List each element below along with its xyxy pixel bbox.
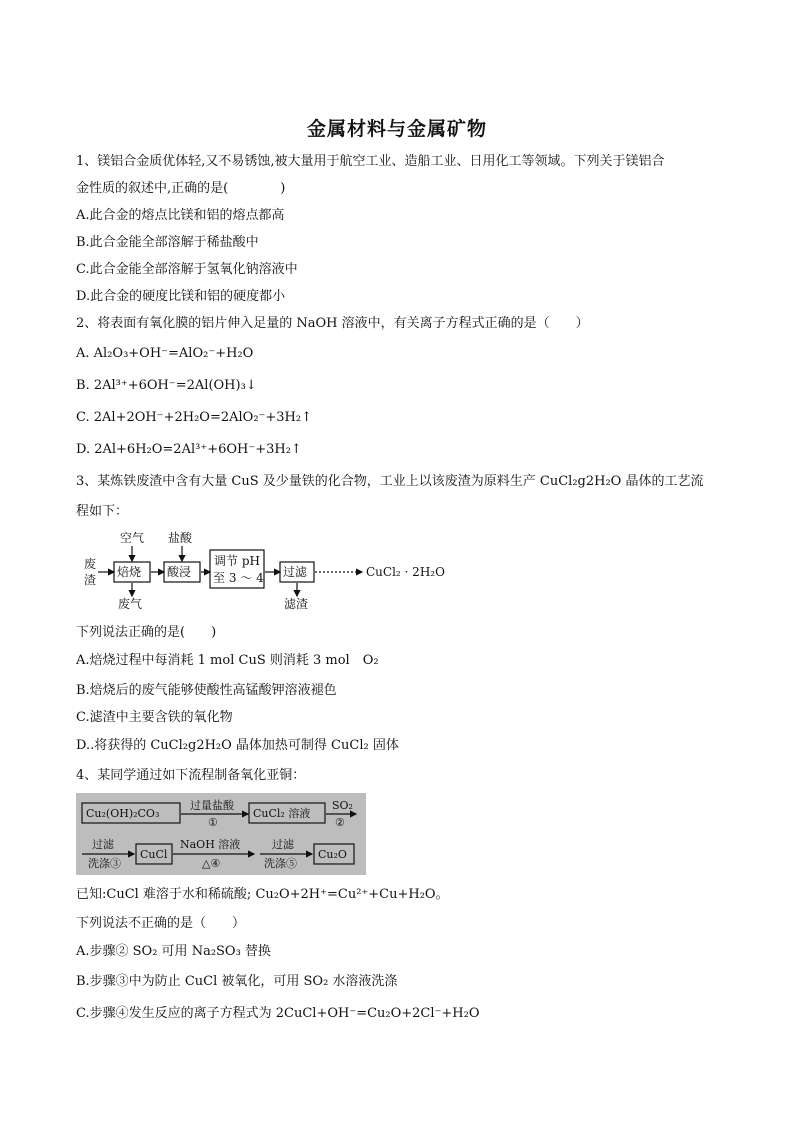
arrow1-bottom: ① <box>208 816 218 829</box>
ph-label-2: 至 3 ～ 4 <box>213 571 264 585</box>
document-title: 金属材料与金属矿物 <box>306 118 487 140</box>
q2-option-b: B. 2Al³⁺+6OH⁻=2Al(OH)₃↓ <box>76 378 257 393</box>
arrow5-top: 过滤 <box>272 838 294 851</box>
flow-input-label-1: 废 <box>84 557 97 571</box>
leach-label: 酸浸 <box>167 565 192 579</box>
arrow2-top: SO₂ <box>332 799 353 812</box>
q2-option-c: C. 2Al+2OH⁻+2H₂O=2AlO₂⁻+3H₂↑ <box>76 410 312 425</box>
cucl-label: CuCl <box>140 848 168 861</box>
q4-option-b: B.步骤③中为防止 CuCl 被氧化，可用 SO₂ 水溶液洗涤 <box>76 974 398 989</box>
arrow2-bottom: ② <box>335 816 345 829</box>
q4-stem: 4、某同学通过如下流程制备氧化亚铜： <box>76 768 306 783</box>
q4-known: 已知:CuCl 难溶于水和稀硫酸; Cu₂O+2H⁺=Cu²⁺+Cu+H₂O。 <box>76 887 449 902</box>
start-label: Cu₂(OH)₂CO₃ <box>86 807 160 820</box>
residue-label: 滤渣 <box>284 597 309 611</box>
q4-option-a: A.步骤② SO₂ 可用 Na₂SO₃ 替换 <box>76 944 271 959</box>
arrow5-bottom: 洗涤⑤ <box>264 857 297 870</box>
q2-option-a: A. Al₂O₃+OH⁻=AlO₂⁻+H₂O <box>76 346 254 361</box>
cu2o-label: Cu₂O <box>318 848 347 861</box>
arrow4-bottom: △④ <box>202 857 221 870</box>
arrow1-top: 过量盐酸 <box>190 799 234 812</box>
waste-gas-label: 废气 <box>118 597 143 611</box>
q3-process-flow-diagram <box>80 528 460 614</box>
air-label: 空气 <box>120 531 145 545</box>
flow-input-label-2: 渣 <box>84 573 97 587</box>
q3-prompt: 下列说法正确的是( ) <box>76 625 217 640</box>
ph-label-1: 调节 pH <box>214 554 260 568</box>
q4-option-c: C.步骤④发生反应的离子方程式为 2CuCl+OH⁻=Cu₂O+2Cl⁻+H₂O <box>76 1006 480 1021</box>
q1-stem-line1: 1、镁铝合金质优体轻,又不易锈蚀,被大量用于航空工业、造船工业、日用化工等领域。下列关于镁铝合 <box>76 154 665 169</box>
roast-label: 焙烧 <box>117 565 142 579</box>
q1-option-a: A.此合金的熔点比镁和铝的熔点都高 <box>76 208 285 223</box>
q2-option-d: D. 2Al+6H₂O=2Al³⁺+6OH⁻+3H₂↑ <box>76 442 302 457</box>
product-label: CuCl₂ · 2H₂O <box>366 565 445 579</box>
arrow3-top: 过滤 <box>92 838 114 851</box>
q3-option-d: D..将获得的 CuCl₂g2H₂O 晶体加热可制得 CuCl₂ 固体 <box>76 738 399 753</box>
q1-option-c: C.此合金能全部溶解于氢氧化钠溶液中 <box>76 262 298 277</box>
q4-prompt: 下列说法不正确的是（ ） <box>76 916 246 931</box>
hcl-label: 盐酸 <box>168 531 193 545</box>
q3-option-c: C.滤渣中主要含铁的氧化物 <box>76 710 233 725</box>
q3-stem-line1: 3、某炼铁废渣中含有大量 CuS 及少量铁的化合物，工业上以该废渣为原料生产 CuCl₂g2H₂O 晶体的工艺流 <box>76 474 704 489</box>
q1-option-d: D.此合金的硬度比镁和铝的硬度都小 <box>76 289 286 304</box>
filter-label: 过滤 <box>283 565 308 579</box>
cucl2-label: CuCl₂ 溶液 <box>253 807 311 820</box>
q1-option-b: B.此合金能全部溶解于稀盐酸中 <box>76 235 259 250</box>
q4-process-flow-diagram <box>76 793 366 875</box>
q1-stem-line2: 金性质的叙述中,正确的是( ) <box>76 181 286 196</box>
arrow4-top: NaOH 溶液 <box>180 838 241 851</box>
q3-stem-line2: 程如下： <box>76 504 129 519</box>
q2-stem: 2、将表面有氧化膜的铝片伸入足量的 NaOH 溶液中，有关离子方程式正确的是（ ） <box>76 316 589 331</box>
q3-option-b: B.焙烧后的废气能够使酸性高锰酸钾溶液褪色 <box>76 683 337 698</box>
q3-option-a: A.焙烧过程中每消耗 1 mol CuS 则消耗 3 mol O₂ <box>76 653 379 668</box>
arrow3-bottom: 洗涤③ <box>88 857 121 870</box>
